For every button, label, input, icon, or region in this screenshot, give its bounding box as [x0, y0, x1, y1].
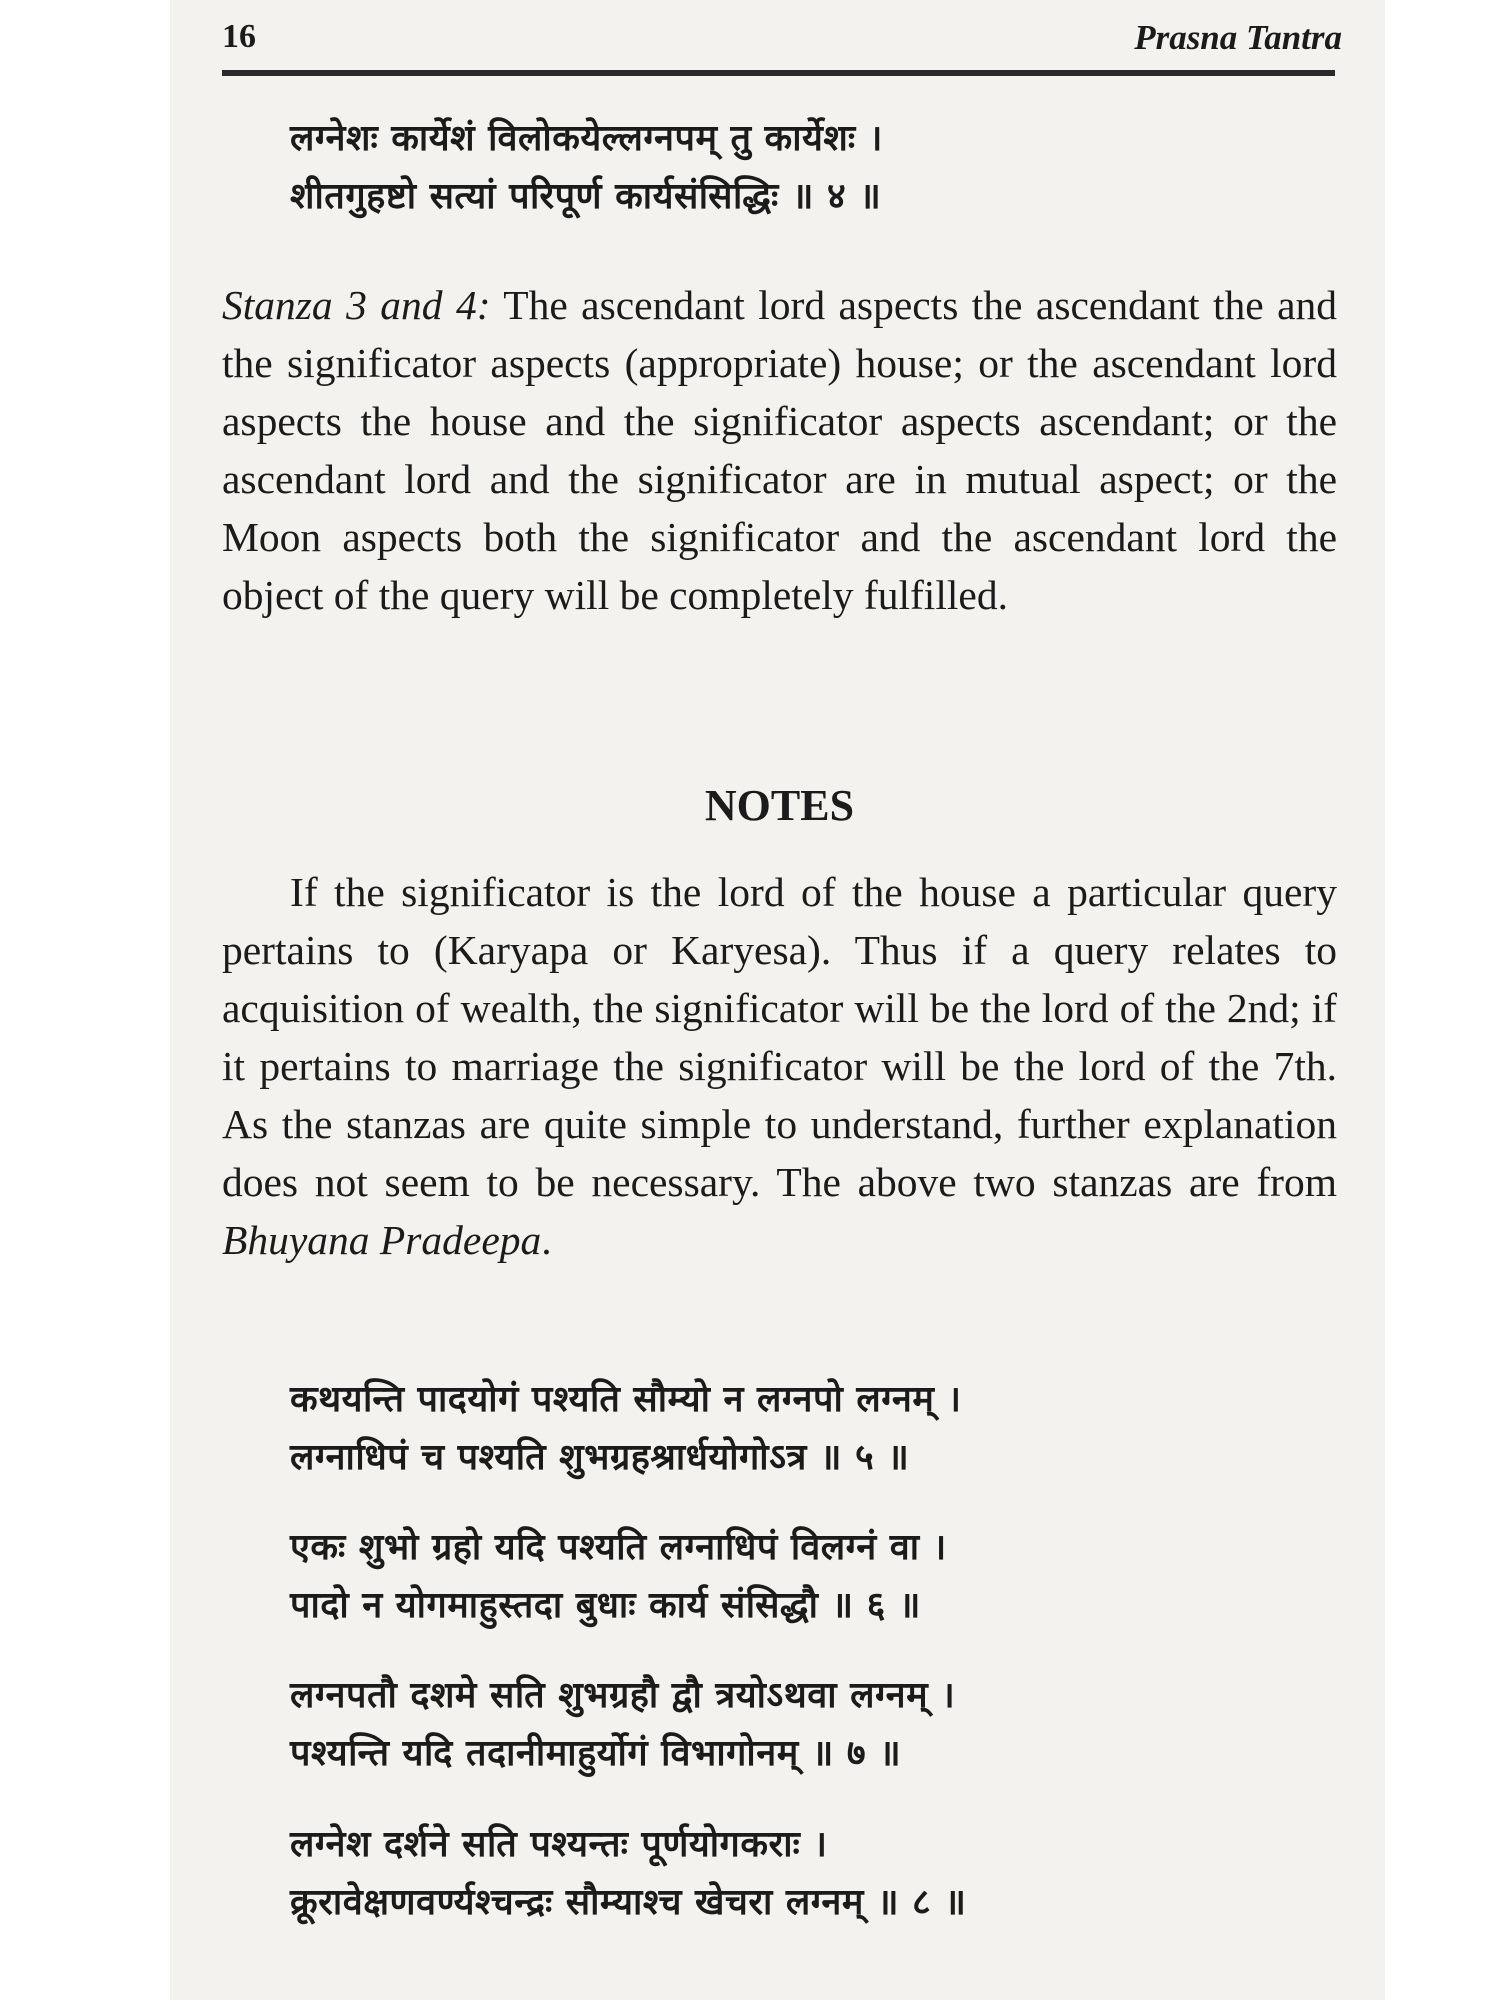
verse-line: पश्यन्ति यदि तदानीमाहुर्योगं विभागोनम् ॥ ७ ॥ [290, 1733, 902, 1774]
verse-line: एकः शुभो ग्रहो यदि पश्यति लग्नाधिपं विलग्नं वा । [290, 1527, 947, 1568]
stanza-text: The ascendant lord aspects the ascendant the and the significator aspects (appropriate) house; or the ascendant lord aspects the house and the significator aspects ascendant; or the ascendant lord and the significator are in mutual aspect; or the Moon aspects both the significator and the ascendant lord the object of the query will be completely fulfilled. [222, 282, 1337, 618]
notes-paragraph: If the significator is the lord of the house a particular query pertains to (Karyapa or Karyesa). Thus if a query relates to acquisition of wealth, the significator will be the lord of the 2nd; if it pertains to marriage the significator will be the lord of the 7th. As the stanzas are quite simple to understand, further explanation does not seem to be necessary. The above two stanzas are from Bhuyana Pradeepa. [222, 869, 1337, 1263]
notes-source: Bhuyana Pradeepa [222, 1217, 542, 1263]
verse-line: लग्नपतौ दशमे सति शुभग्रहौ द्वौ त्रयोऽथवा लग्नम् । [290, 1675, 956, 1716]
right-margin [1385, 0, 1500, 2000]
verse-line: पादो न योगमाहुस्तदा बुधाः कार्य संसिद्धौ ॥ ६ ॥ [290, 1585, 921, 1626]
running-head-title: Prasna Tantra [1134, 18, 1342, 57]
stanza-label: Stanza 3 and 4: [222, 282, 491, 328]
left-margin [0, 0, 170, 2000]
page-number: 16 [222, 18, 256, 55]
verse-line: शीतगुहष्टो सत्यां परिपूर्ण कार्यसंसिद्धिः ॥ ४ ॥ [290, 176, 882, 217]
verse-line: लग्नेशः कार्येशं विलोकयेल्लग्नपम् तु कार्येशः । [290, 118, 883, 159]
stanza-translation [222, 276, 1337, 624]
verse-line: कथयन्ति पादयोगं पश्यति सौम्यो न लग्नपो लग्नम् । [290, 1379, 962, 1420]
notes-heading: NOTES [704, 781, 855, 830]
verse-line: लग्नाधिपं च पश्यति शुभग्रहश्रार्धयोगोऽत्र ॥ ५ ॥ [290, 1437, 910, 1478]
notes-text: If the significator is the lord of the house a particular query pertains to (Karyapa or Karyesa). Thus if a query relates to acquisition of wealth, the significator will be the lord of the 2nd; if it pertains to marriage the significator will be the lord of the 7th. As the stanzas are quite simple to understand, further explanation does not seem to be necessary. The above two stanzas are from [222, 869, 1337, 1205]
verse-line: लग्नेश दर्शने सति पश्यन्तः पूर्णयोगकराः । [290, 1824, 828, 1865]
verse-line: क्रूरावेक्षणवर्ण्यश्चन्द्रः सौम्याश्च खेचरा लग्नम् ॥ ८ ॥ [290, 1882, 967, 1923]
header-rule [222, 70, 1335, 76]
